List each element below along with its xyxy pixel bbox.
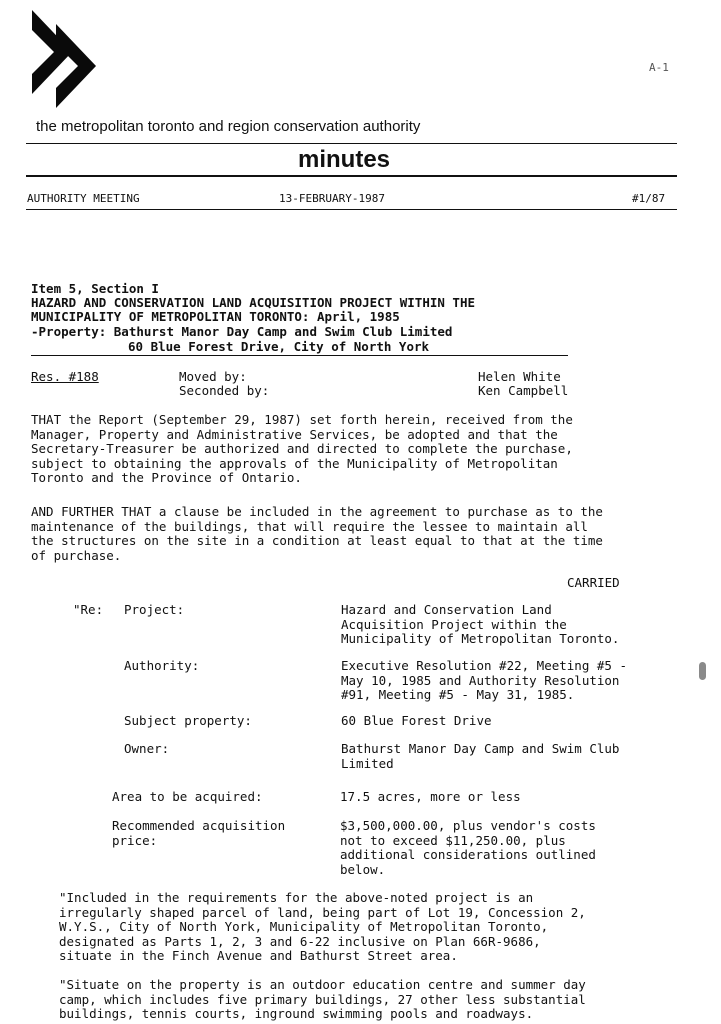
resolution-paragraph-2: AND FURTHER THAT a clause be included in the agreement to purchase as to the maintenance of the buildings, that will require the lessee to maintain all the structures on the site in a condition at least equal to that at the time of purchase.	[31, 504, 603, 563]
organization-name: the metropolitan toronto and region conservation authority	[36, 118, 421, 135]
meeting-type: AUTHORITY MEETING	[27, 192, 140, 205]
seconded-by: Ken Campbell	[478, 383, 569, 398]
subject-property-label: Subject property:	[124, 713, 252, 728]
carried-label: CARRIED	[567, 575, 620, 590]
header-rule-mid	[26, 175, 677, 177]
item-heading-2: HAZARD AND CONSERVATION LAND ACQUISITION PROJECT WITHIN THE	[31, 295, 476, 310]
project-label: Project:	[124, 602, 185, 617]
project-value: Hazard and Conservation Land Acquisition Project within the Municipality of Metropolitan Toronto.	[341, 602, 620, 646]
area-label: Area to be acquired:	[112, 789, 263, 804]
quote-paragraph-1: "Included in the requirements for the above-noted project is an irregularly shaped parcel of land, being part of Lot 19, Concession 2, W.Y.S., City of North York, Municipality of Metropolitan Toronto, designated as Parts 1, 2, 3 and 6-22 inclusive on Plan 66R-9686, situate in the Finch Avenue and Bathurst Street area.	[59, 890, 586, 963]
item-heading-1: Item 5, Section I	[31, 281, 159, 296]
item-heading-4: -Property: Bathurst Manor Day Camp and Swim Club Limited	[31, 324, 453, 339]
scroll-indicator[interactable]	[699, 662, 706, 680]
meeting-date: 13-FEBRUARY-1987	[279, 192, 385, 205]
area-value: 17.5 acres, more or less	[340, 789, 521, 804]
moved-by: Helen White	[478, 369, 561, 384]
owner-label: Owner:	[124, 741, 170, 756]
quote-paragraph-2: "Situate on the property is an outdoor education centre and summer day camp, which includes five primary buildings, 27 other less substantial buildings, tennis courts, inground swimming pools and roadways.	[59, 977, 586, 1021]
meeting-number: #1/87	[632, 192, 666, 205]
header-rule-top	[26, 143, 677, 144]
header-rule-bottom	[26, 209, 677, 210]
item-underline	[31, 355, 568, 356]
price-value: $3,500,000.00, plus vendor's costs not to exceed $11,250.00, plus additional considerations outlined below.	[340, 818, 596, 877]
item-heading-3: MUNICIPALITY OF METROPOLITAN TORONTO: April, 1985	[31, 309, 400, 324]
seconded-label: Seconded by:	[179, 383, 270, 398]
price-label: Recommended acquisition price:	[112, 818, 286, 848]
authority-logo-icon	[30, 8, 98, 120]
subject-property-value: 60 Blue Forest Drive	[341, 713, 492, 728]
resolution-number: Res. #188	[31, 369, 99, 384]
page-title: minutes	[298, 146, 391, 173]
authority-label: Authority:	[124, 658, 200, 673]
item-heading-5: 60 Blue Forest Drive, City of North York	[128, 339, 430, 354]
resolution-paragraph-1: THAT the Report (September 29, 1987) set forth herein, received from the Manager, Property and Administrative Services, be adopted and that the Secretary-Treasurer be authorized and directed to complete the purchase, subject to obtaining the approvals of the Municipality of Metropolitan Toronto and the Province of Ontario.	[31, 412, 573, 485]
owner-value: Bathurst Manor Day Camp and Swim Club Limited	[341, 741, 620, 771]
moved-label: Moved by:	[179, 369, 247, 384]
re-label: "Re:	[73, 602, 104, 617]
page-reference: A-1	[649, 61, 669, 74]
authority-value: Executive Resolution #22, Meeting #5 - May 10, 1985 and Authority Resolution #91, Meeting #5 - May 31, 1985.	[341, 658, 627, 702]
